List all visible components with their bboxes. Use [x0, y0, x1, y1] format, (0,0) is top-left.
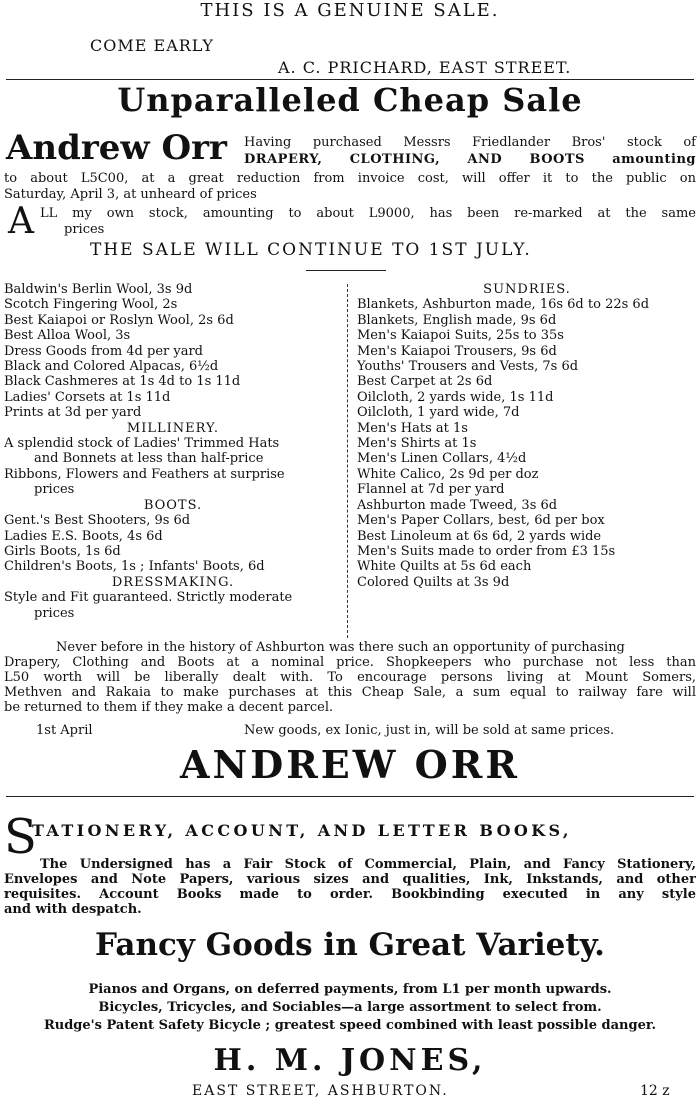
jones-address: EAST STREET, ASHBURTON.: [192, 1083, 449, 1099]
intro-line-1: Having purchased Messrs Friedlander Bros' stock of: [244, 135, 696, 150]
stationery-heading: TATIONERY, ACCOUNT, AND LETTER BOOKS,: [32, 821, 572, 840]
list-item: Men's Linen Collars, 4½d: [357, 451, 527, 467]
intro-line-2: DRAPERY, CLOTHING, AND BOOTS amounting: [244, 152, 696, 167]
list-item: Oilcloth, 1 yard wide, 7d: [357, 405, 520, 421]
body-line: and with despatch.: [4, 902, 142, 917]
list-item: Men's Suits made to order from £3 15s: [357, 543, 616, 559]
list-item: Best Kaiapoi or Roslyn Wool, 2s 6d: [4, 312, 234, 328]
own-stock-line-1: LL my own stock, amounting to about L9000, has been re-marked at the same: [40, 206, 696, 221]
prichard-address: A. C. PRICHARD, EAST STREET.: [278, 58, 572, 77]
hm-jones-name: H. M. JONES,: [213, 1043, 487, 1078]
list-item: Baldwin's Berlin Wool, 3s 9d: [4, 282, 193, 297]
list-item: Ribbons, Flowers and Feathers at surprise: [4, 466, 285, 482]
list-item: Gent.'s Best Shooters, 9s 6d: [4, 513, 191, 529]
boots-heading: BOOTS.: [143, 497, 203, 513]
right-column: [357, 282, 697, 590]
list-item: Blankets, Ashburton made, 16s 6d to 22s 6d: [357, 297, 650, 313]
list-item: Best Alloa Wool, 3s: [4, 328, 131, 344]
list-item: prices: [34, 482, 75, 498]
list-item: and Bonnets at less than half-price: [34, 451, 264, 467]
short-rule: [306, 270, 386, 271]
list-item: White Quilts at 5s 6d each: [357, 559, 532, 575]
closing-paragraph: [4, 640, 696, 715]
intro-cont-2: Saturday, April 3, at unheard of prices: [4, 187, 257, 202]
list-item: Scotch Fingering Wool, 2s: [4, 297, 178, 313]
body-line: The Undersigned has a Fair Stock of Commercial, Plain, and Fancy Stationery,: [40, 857, 696, 872]
list-item: Prints at 3d per yard: [4, 405, 142, 421]
stationery-body: [4, 857, 696, 917]
list-item: Men's Shirts at 1s: [357, 436, 477, 452]
dropcap-s: S: [4, 809, 37, 865]
list-item: Men's Hats at 1s: [357, 420, 468, 436]
intro-cont-1: to about L5C00, at a great reduction from invoice cost, will offer it to the public on: [4, 171, 696, 186]
dressmaking-heading: DRESSMAKING.: [111, 574, 235, 590]
closing-line: be returned to them if they make a decent parcel.: [4, 700, 334, 715]
list-item: Best Carpet at 2s 6d: [357, 374, 493, 390]
rudge-line: Rudge's Patent Safety Bicycle ; greatest speed combined with least possible danger.: [43, 1018, 657, 1033]
sundries-heading: SUNDRIES.: [483, 282, 571, 297]
divider-2: [6, 796, 694, 797]
fancy-goods-headline: Fancy Goods in Great Variety.: [95, 927, 605, 963]
date-line: 1st April: [36, 723, 93, 738]
list-item: Ladies E.S. Boots, 4s 6d: [4, 528, 163, 544]
sale-continue-line: THE SALE WILL CONTINUE TO 1ST JULY.: [90, 240, 532, 260]
genuine-sale-line: THIS IS A GENUINE SALE.: [200, 0, 500, 21]
list-item: Style and Fit guaranteed. Strictly moderate: [4, 590, 293, 606]
list-item: Youths' Trousers and Vests, 7s 6d: [357, 359, 579, 375]
list-item: prices: [34, 605, 75, 621]
list-item: A splendid stock of Ladies' Trimmed Hats: [4, 436, 280, 452]
cheap-sale-headline: Unparalleled Cheap Sale: [117, 81, 583, 119]
body-line: requisites. Account Books made to order. Bookbinding executed in any style: [4, 887, 696, 902]
millinery-heading: MILLINERY.: [126, 420, 220, 436]
list-item: White Calico, 2s 9d per doz: [357, 466, 539, 482]
closing-line: L50 worth will be liberally dealt with. To encourage persons living at Mount Somers,: [4, 670, 696, 685]
list-item: Ladies' Corsets at 1s 11d: [4, 389, 171, 405]
list-item: Men's Kaiapoi Trousers, 9s 6d: [357, 343, 557, 359]
closing-line: Drapery, Clothing and Boots at a nominal price. Shopkeepers who purchase not less than: [4, 655, 696, 670]
list-item: Flannel at 7d per yard: [357, 482, 505, 498]
dropcap-a: A: [8, 201, 34, 242]
closing-line: Methven and Rakaia to make purchases at this Cheap Sale, a sum equal to railway fare will: [4, 685, 696, 700]
list-item: Dress Goods from 4d per yard: [4, 343, 203, 359]
list-item: Black and Colored Alpacas, 6½d: [4, 359, 219, 375]
list-item: Ashburton made Tweed, 3s 6d: [357, 497, 558, 513]
ad-number: 12 z: [640, 1083, 670, 1099]
come-early-text: COME EARLY: [90, 36, 214, 55]
own-stock-line-2: prices: [64, 222, 105, 237]
pianos-line: Pianos and Organs, on deferred payments, from L1 per month upwards.: [88, 982, 612, 997]
list-item: Blankets, English made, 9s 6d: [357, 312, 557, 328]
list-item: Colored Quilts at 3s 9d: [357, 574, 510, 590]
left-column: [4, 282, 342, 621]
list-item: Best Linoleum at 6s 6d, 2 yards wide: [357, 528, 602, 544]
column-divider: [347, 284, 348, 638]
bicycles-line: Bicycles, Tricycles, and Sociables—a large assortment to select from.: [98, 1000, 602, 1015]
list-item: Men's Kaiapoi Suits, 25s to 35s: [357, 328, 564, 344]
closing-line: Never before in the history of Ashburton was there such an opportunity of purchasing: [56, 640, 625, 655]
new-goods-line: New goods, ex Ionic, just in, will be sold at same prices.: [244, 723, 615, 738]
andrew-orr-name: Andrew Orr: [6, 128, 227, 168]
list-item: Men's Paper Collars, best, 6d per box: [357, 513, 605, 529]
body-line: Envelopes and Note Papers, various sizes and qualities, Ink, Inkstands, and other: [4, 872, 696, 887]
list-item: Black Cashmeres at 1s 4d to 1s 11d: [4, 374, 241, 390]
list-item: Oilcloth, 2 yards wide, 1s 11d: [357, 389, 554, 405]
andrew-orr-signature: ANDREW ORR: [180, 742, 520, 787]
list-item: Girls Boots, 1s 6d: [4, 543, 121, 559]
list-item: Children's Boots, 1s ; Infants' Boots, 6d: [4, 559, 265, 575]
